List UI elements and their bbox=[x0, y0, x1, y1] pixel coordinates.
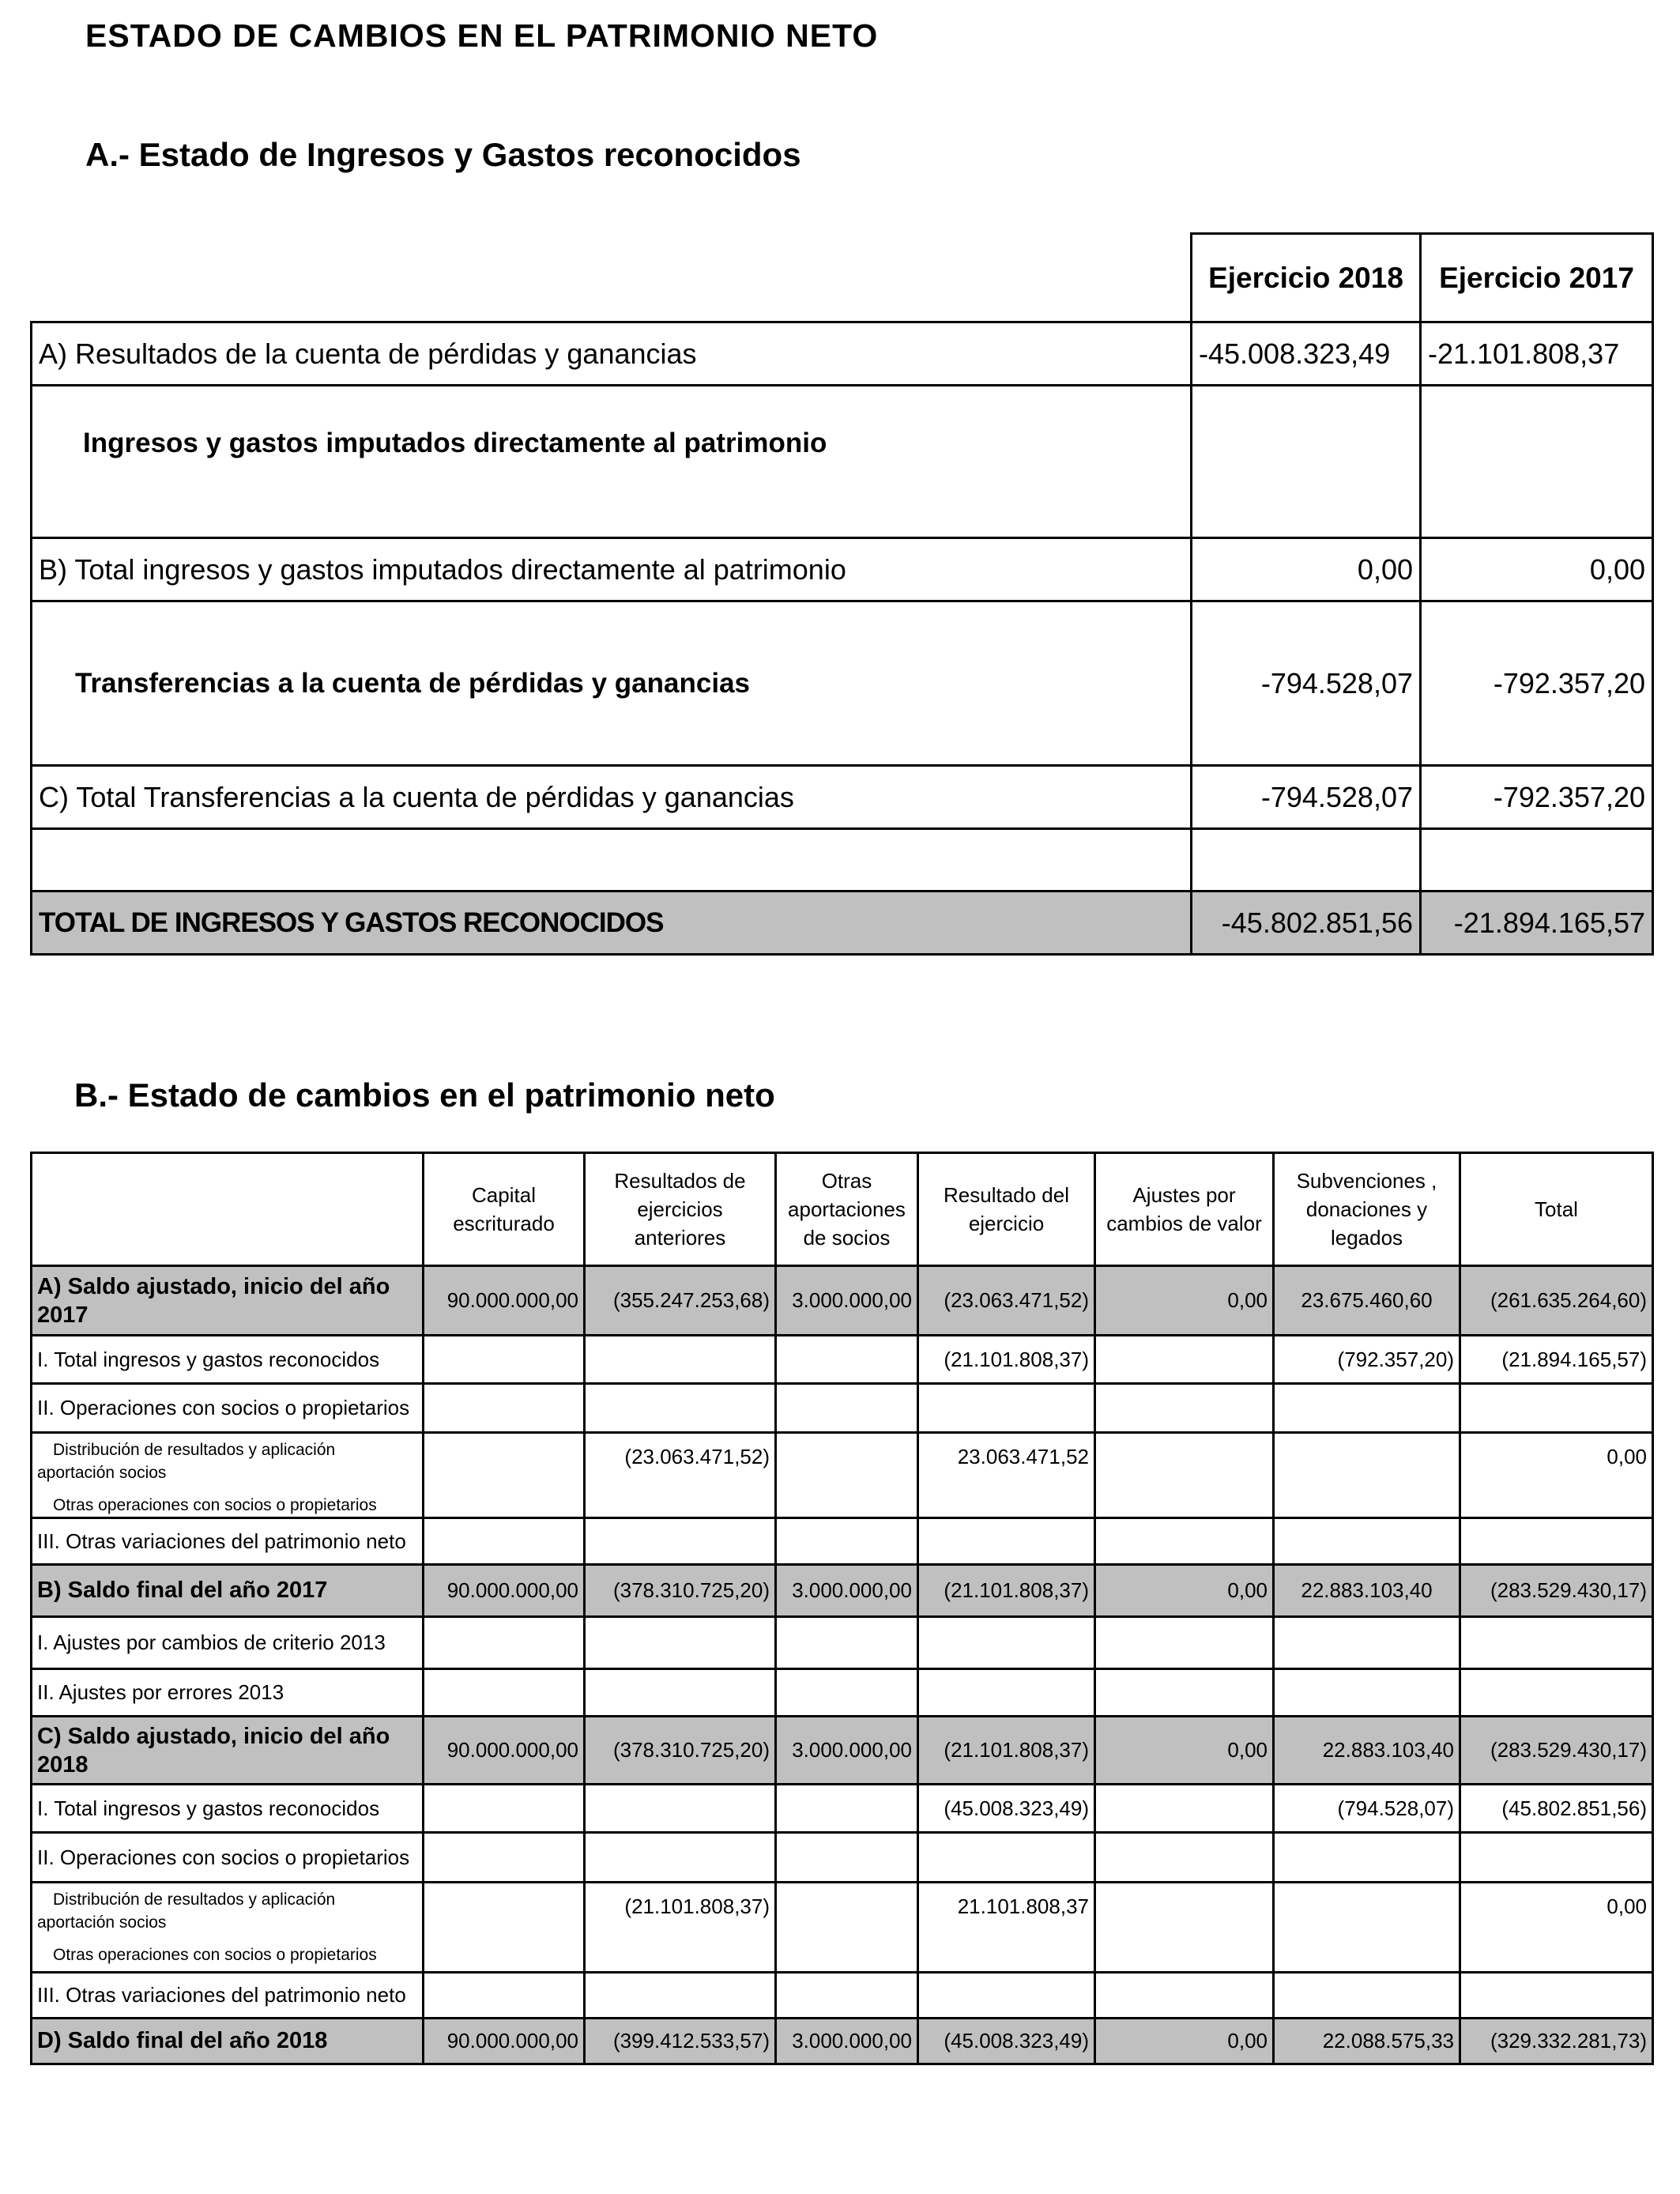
cell-value-adjustments bbox=[1095, 1518, 1274, 1565]
value-2018: -45.008.323,49 bbox=[1192, 322, 1421, 386]
cell-other-contributions bbox=[776, 1433, 918, 1518]
cell-grants: (792.357,20) bbox=[1274, 1336, 1460, 1384]
row-label-line3: Otras operaciones con socios o propietarios bbox=[53, 1946, 377, 1964]
row-label-line1: Distribución de resultados y aplicación bbox=[53, 1441, 336, 1459]
value-2017: -792.357,20 bbox=[1421, 766, 1653, 829]
table-row bbox=[32, 1617, 1653, 1669]
cell-grants bbox=[1274, 1518, 1460, 1565]
cell-value-adjustments bbox=[1095, 1384, 1274, 1433]
cell-total: (283.529.430,17) bbox=[1460, 1717, 1653, 1785]
cell-grants bbox=[1274, 1433, 1460, 1518]
cell-total bbox=[1460, 1617, 1653, 1669]
cell-capital bbox=[424, 1617, 585, 1669]
cell-grants bbox=[1274, 1833, 1460, 1883]
cell-year-result: (45.008.323,49) bbox=[918, 1785, 1095, 1833]
cell-value-adjustments bbox=[1095, 1973, 1274, 2019]
cell-year-result bbox=[918, 1384, 1095, 1433]
cell-capital bbox=[424, 1336, 585, 1384]
row-label: B) Total ingresos y gastos imputados directamente al patrimonio bbox=[32, 538, 1192, 601]
table-row bbox=[32, 601, 1653, 766]
cell-other-contributions: 3.000.000,00 bbox=[776, 1266, 918, 1336]
cell-other-contributions bbox=[776, 1518, 918, 1565]
row-label: A) Resultados de la cuenta de pérdidas y ganancias bbox=[32, 322, 1192, 386]
page-title: ESTADO DE CAMBIOS EN EL PATRIMONIO NETO bbox=[85, 17, 879, 54]
cell-other-contributions: 3.000.000,00 bbox=[776, 2019, 918, 2064]
cell-other-contributions bbox=[776, 1973, 918, 2019]
total-row bbox=[32, 892, 1653, 955]
cell-prior-results: (355.247.253,68) bbox=[585, 1266, 776, 1336]
value-2018: -794.528,07 bbox=[1192, 601, 1421, 766]
cell-total bbox=[1460, 1973, 1653, 2019]
cell-grants: (794.528,07) bbox=[1274, 1785, 1460, 1833]
cell-year-result: (45.008.323,49) bbox=[918, 2019, 1095, 2064]
cell-capital: 90.000.000,00 bbox=[424, 1565, 585, 1617]
table-row bbox=[32, 1266, 1653, 1336]
cell-value-adjustments bbox=[1095, 1833, 1274, 1883]
row-label bbox=[32, 1883, 424, 1973]
cell-capital: 90.000.000,00 bbox=[424, 1266, 585, 1336]
col-header-2017: Ejercicio 2017 bbox=[1421, 234, 1653, 322]
cell-total: (21.894.165,57) bbox=[1460, 1336, 1653, 1384]
cell-year-result bbox=[918, 1518, 1095, 1565]
cell-grants bbox=[1274, 1669, 1460, 1717]
col-header-year-result: Resultado del ejercicio bbox=[918, 1153, 1095, 1266]
cell-prior-results: (378.310.725,20) bbox=[585, 1565, 776, 1617]
cell-other-contributions bbox=[776, 1336, 918, 1384]
table-row bbox=[32, 829, 1653, 892]
table-row bbox=[32, 1669, 1653, 1717]
col-header-2018: Ejercicio 2018 bbox=[1192, 234, 1421, 322]
table-row bbox=[32, 1717, 1653, 1785]
cell-value-adjustments bbox=[1095, 1883, 1274, 1973]
row-label bbox=[32, 829, 1192, 892]
col-header-total: Total bbox=[1460, 1153, 1653, 1266]
cell-capital bbox=[424, 1833, 585, 1883]
row-label: C) Total Transferencias a la cuenta de pérdidas y ganancias bbox=[32, 766, 1192, 829]
col-header-other-contributions: Otras aportaciones de socios bbox=[776, 1153, 918, 1266]
value-2017: -21.894.165,57 bbox=[1421, 892, 1653, 955]
cell-year-result: 21.101.808,37 bbox=[918, 1883, 1095, 1973]
cell-grants bbox=[1274, 1384, 1460, 1433]
cell-grants bbox=[1274, 1883, 1460, 1973]
row-label: I. Ajustes por cambios de criterio 2013 bbox=[32, 1617, 424, 1669]
col-header-value-adjustments: Ajustes por cambios de valor bbox=[1095, 1153, 1274, 1266]
cell-prior-results: (23.063.471,52) bbox=[585, 1433, 776, 1518]
cell-capital bbox=[424, 1973, 585, 2019]
row-label: C) Saldo ajustado, inicio del año 2018 bbox=[32, 1717, 424, 1785]
row-label bbox=[32, 1433, 424, 1518]
value-2017: -21.101.808,37 bbox=[1421, 322, 1653, 386]
row-label: II. Operaciones con socios o propietarios bbox=[32, 1384, 424, 1433]
cell-other-contributions bbox=[776, 1617, 918, 1669]
table-row bbox=[32, 1973, 1653, 2019]
cell-year-result bbox=[918, 1833, 1095, 1883]
table-row bbox=[32, 538, 1653, 601]
table-row bbox=[32, 1433, 1653, 1518]
table-row bbox=[32, 1565, 1653, 1617]
value-2018: -794.528,07 bbox=[1192, 766, 1421, 829]
table-row bbox=[32, 322, 1653, 386]
value-2017 bbox=[1421, 829, 1653, 892]
cell-total: 0,00 bbox=[1460, 1433, 1653, 1518]
cell-total bbox=[1460, 1384, 1653, 1433]
table-row bbox=[32, 1785, 1653, 1833]
cell-prior-results bbox=[585, 1617, 776, 1669]
row-label: B) Saldo final del año 2017 bbox=[32, 1565, 424, 1617]
cell-year-result: (23.063.471,52) bbox=[918, 1266, 1095, 1336]
cell-year-result: (21.101.808,37) bbox=[918, 1336, 1095, 1384]
row-label: III. Otras variaciones del patrimonio neto bbox=[32, 1973, 424, 2019]
row-label-line2: aportación socios bbox=[37, 1913, 167, 1932]
row-label: III. Otras variaciones del patrimonio neto bbox=[32, 1518, 424, 1565]
cell-prior-results bbox=[585, 1384, 776, 1433]
cell-value-adjustments: 0,00 bbox=[1095, 1565, 1274, 1617]
cell-total: (283.529.430,17) bbox=[1460, 1565, 1653, 1617]
cell-year-result: (21.101.808,37) bbox=[918, 1565, 1095, 1617]
row-label: II. Ajustes por errores 2013 bbox=[32, 1669, 424, 1717]
cell-value-adjustments bbox=[1095, 1785, 1274, 1833]
cell-capital bbox=[424, 1883, 585, 1973]
table-row bbox=[32, 1384, 1653, 1433]
cell-grants: 22.883.103,40 bbox=[1274, 1565, 1460, 1617]
cell-other-contributions bbox=[776, 1833, 918, 1883]
cell-other-contributions: 3.000.000,00 bbox=[776, 1565, 918, 1617]
cell-grants bbox=[1274, 1617, 1460, 1669]
table-row bbox=[32, 1336, 1653, 1384]
cell-other-contributions bbox=[776, 1883, 918, 1973]
cell-other-contributions bbox=[776, 1384, 918, 1433]
cell-other-contributions bbox=[776, 1669, 918, 1717]
cell-capital: 90.000.000,00 bbox=[424, 1717, 585, 1785]
row-label: Transferencias a la cuenta de pérdidas y ganancias bbox=[32, 601, 1192, 766]
row-label: I. Total ingresos y gastos reconocidos bbox=[32, 1785, 424, 1833]
table-row bbox=[32, 1883, 1653, 1973]
cell-value-adjustments bbox=[1095, 1617, 1274, 1669]
cell-total bbox=[1460, 1669, 1653, 1717]
value-2018: 0,00 bbox=[1192, 538, 1421, 601]
cell-total: (261.635.264,60) bbox=[1460, 1266, 1653, 1336]
row-label-line1: Distribución de resultados y aplicación bbox=[53, 1891, 336, 1909]
cell-prior-results bbox=[585, 1669, 776, 1717]
row-label: D) Saldo final del año 2018 bbox=[32, 2019, 424, 2064]
table-row bbox=[32, 386, 1653, 538]
cell-total: (329.332.281,73) bbox=[1460, 2019, 1653, 2064]
cell-value-adjustments bbox=[1095, 1433, 1274, 1518]
cell-prior-results bbox=[585, 1785, 776, 1833]
col-header-capital: Capital escriturado bbox=[424, 1153, 585, 1266]
cell-total: (45.802.851,56) bbox=[1460, 1785, 1653, 1833]
cell-value-adjustments: 0,00 bbox=[1095, 1266, 1274, 1336]
cell-value-adjustments: 0,00 bbox=[1095, 1717, 1274, 1785]
section-b-title: B.- Estado de cambios en el patrimonio neto bbox=[74, 1076, 775, 1114]
cell-prior-results bbox=[585, 1518, 776, 1565]
value-2017 bbox=[1421, 386, 1653, 538]
row-label: II. Operaciones con socios o propietarios bbox=[32, 1833, 424, 1883]
table-row bbox=[32, 1833, 1653, 1883]
cell-year-result: 23.063.471,52 bbox=[918, 1433, 1095, 1518]
table-row bbox=[32, 766, 1653, 829]
cell-capital bbox=[424, 1669, 585, 1717]
cell-year-result: (21.101.808,37) bbox=[918, 1717, 1095, 1785]
equity-changes-table bbox=[30, 1152, 1654, 2065]
cell-prior-results bbox=[585, 1833, 776, 1883]
cell-other-contributions bbox=[776, 1785, 918, 1833]
cell-grants bbox=[1274, 1973, 1460, 2019]
income-expense-table bbox=[30, 232, 1654, 956]
value-2017: -792.357,20 bbox=[1421, 601, 1653, 766]
cell-year-result bbox=[918, 1973, 1095, 2019]
col-header-grants: Subvenciones , donaciones y legados bbox=[1274, 1153, 1460, 1266]
cell-year-result bbox=[918, 1617, 1095, 1669]
cell-prior-results: (399.412.533,57) bbox=[585, 2019, 776, 2064]
cell-other-contributions: 3.000.000,00 bbox=[776, 1717, 918, 1785]
cell-grants: 22.088.575,33 bbox=[1274, 2019, 1460, 2064]
cell-total bbox=[1460, 1833, 1653, 1883]
row-label-line3: Otras operaciones con socios o propietarios bbox=[53, 1496, 377, 1514]
value-2018 bbox=[1192, 829, 1421, 892]
table-row bbox=[32, 2019, 1653, 2064]
cell-prior-results bbox=[585, 1336, 776, 1384]
cell-capital bbox=[424, 1785, 585, 1833]
row-label: I. Total ingresos y gastos reconocidos bbox=[32, 1336, 424, 1384]
cell-value-adjustments bbox=[1095, 1669, 1274, 1717]
cell-prior-results: (378.310.725,20) bbox=[585, 1717, 776, 1785]
cell-capital bbox=[424, 1384, 585, 1433]
cell-year-result bbox=[918, 1669, 1095, 1717]
cell-prior-results: (21.101.808,37) bbox=[585, 1883, 776, 1973]
cell-capital: 90.000.000,00 bbox=[424, 2019, 585, 2064]
cell-prior-results bbox=[585, 1973, 776, 2019]
cell-value-adjustments bbox=[1095, 1336, 1274, 1384]
value-2017: 0,00 bbox=[1421, 538, 1653, 601]
table-row bbox=[32, 1518, 1653, 1565]
cell-value-adjustments: 0,00 bbox=[1095, 2019, 1274, 2064]
cell-capital bbox=[424, 1518, 585, 1565]
cell-total: 0,00 bbox=[1460, 1883, 1653, 1973]
col-header-prior-results: Resultados de ejercicios anteriores bbox=[585, 1153, 776, 1266]
value-2018: -45.802.851,56 bbox=[1192, 892, 1421, 955]
cell-grants: 22.883.103,40 bbox=[1274, 1717, 1460, 1785]
cell-grants: 23.675.460,60 bbox=[1274, 1266, 1460, 1336]
section-a-title: A.- Estado de Ingresos y Gastos reconocidos bbox=[85, 136, 801, 173]
row-label: Ingresos y gastos imputados directamente al patrimonio bbox=[32, 386, 1192, 538]
row-label: A) Saldo ajustado, inicio del año 2017 bbox=[32, 1266, 424, 1336]
row-label-line2: aportación socios bbox=[37, 1464, 167, 1482]
cell-capital bbox=[424, 1433, 585, 1518]
cell-total bbox=[1460, 1518, 1653, 1565]
value-2018 bbox=[1192, 386, 1421, 538]
row-label: TOTAL DE INGRESOS Y GASTOS RECONOCIDOS bbox=[32, 892, 1192, 955]
